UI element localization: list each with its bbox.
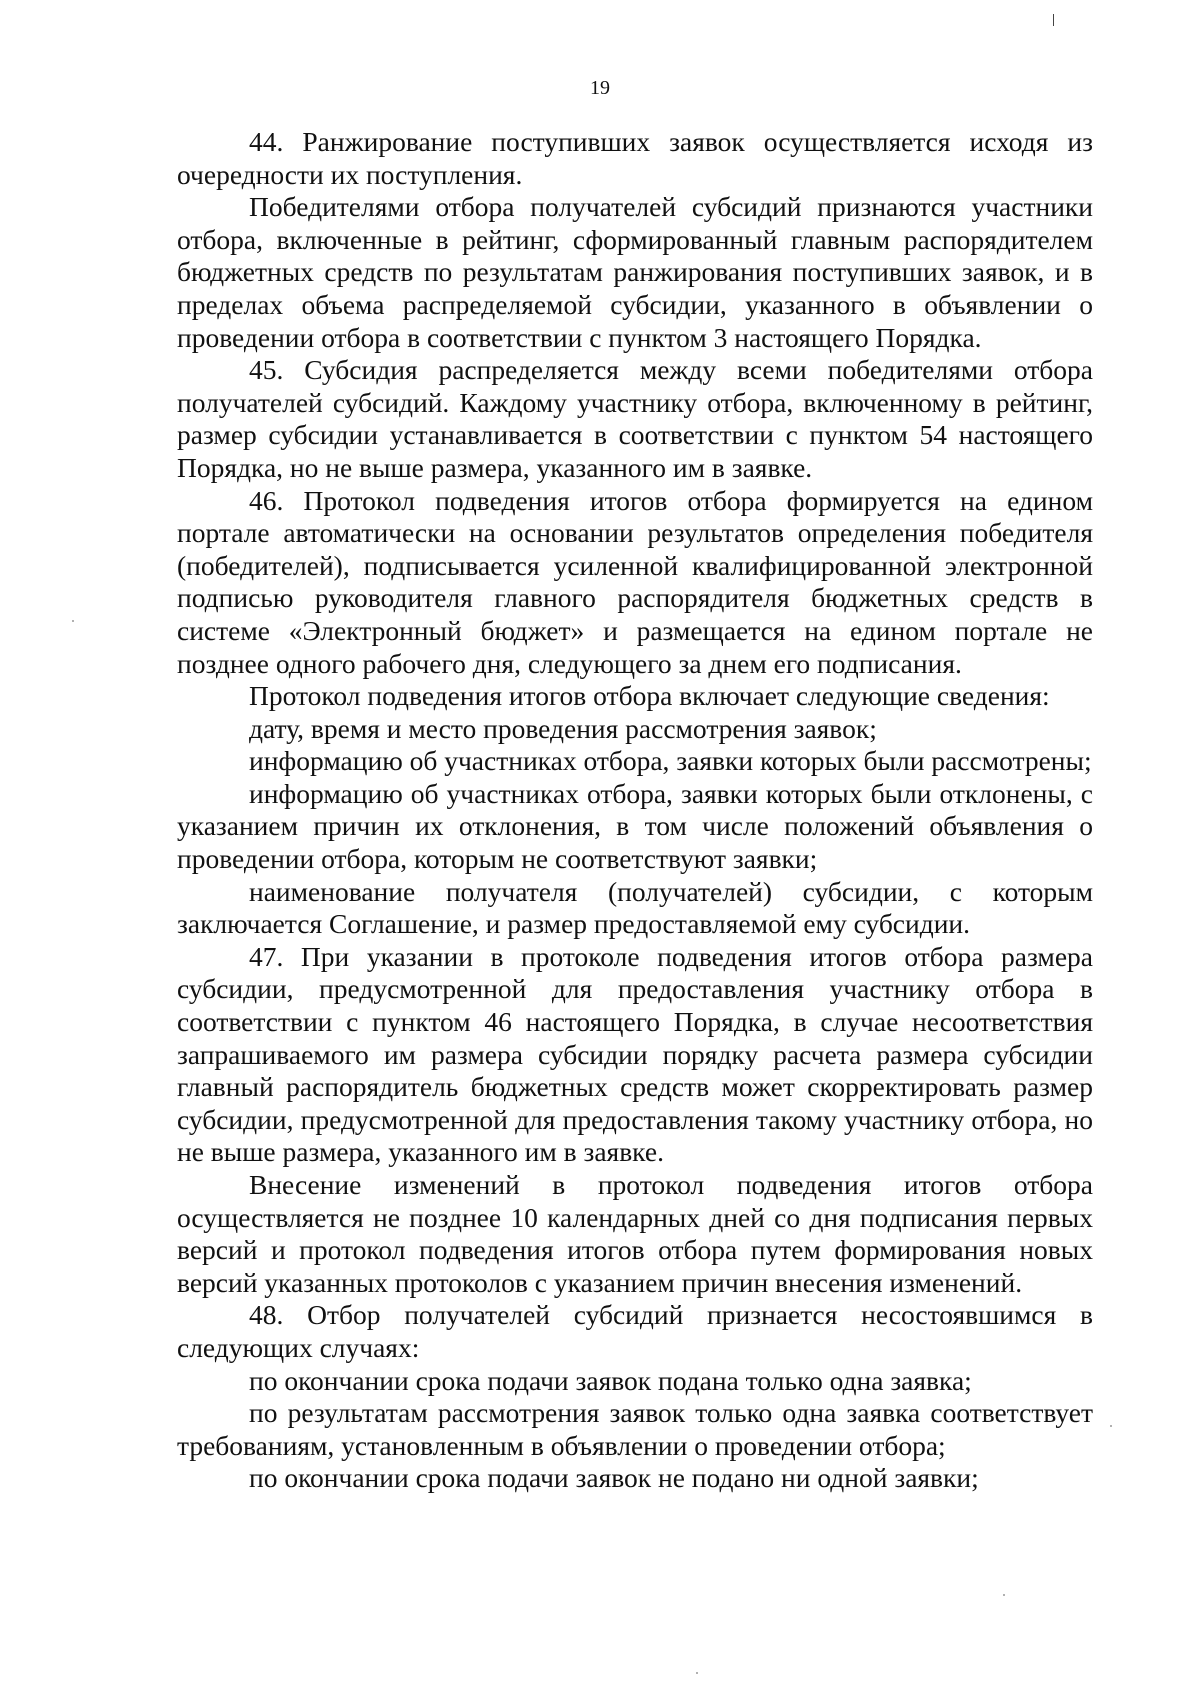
scan-speck (1003, 1594, 1005, 1596)
scan-speck (1110, 1425, 1112, 1427)
list-item-reviewed: информацию об участниках отбора, заявки которых были рассмотрены; (249, 745, 1092, 777)
paragraph-protocol-contents: Протокол подведения итогов отбора включает следующие сведения: (249, 680, 1050, 712)
paragraph-47: 47. При указании в протоколе подведения итогов отбора размера субсидии, предусмотренной для предоставления участнику отбора в соответствии с пунктом 46 настоящего Порядка, в случае несоответствия запрашиваемого им размера субсидии порядку расчета размера субсидии главный распорядитель бюджетных средств может скорректировать размер субсидии, предусмотренной для предоставления такому участнику отбора, но не выше размера, указанного им в заявке. (177, 940, 1093, 1168)
list-item-one-compliant: по результатам рассмотрения заявок только одна заявка соответствует требованиям, установленным в объявлении о проведении отбора; (177, 1397, 1093, 1461)
paragraph-45: 45. Субсидия распределяется между всеми победителями отбора получателей субсидий. Каждому участнику отбора, включенному в рейтинг, размер субсидии устанавливается в соответствии с пунктом 54 настоящего Порядка, но не выше размера, указанного им в заявке. (177, 354, 1093, 483)
scan-speck (72, 620, 74, 622)
paragraph-amendments: Внесение изменений в протокол подведения итогов отбора осуществляется не позднее 10 календарных дней со дня подписания первых версий и протокол подведения итогов отбора путем формирования новых версий указанных протоколов с указанием причин внесения изменений. (177, 1169, 1093, 1298)
page-number: 19 (590, 77, 610, 99)
list-item-date: дату, время и место проведения рассмотрения заявок; (249, 712, 877, 744)
paragraph-winners: Победителями отбора получателей субсидий признаются участники отбора, включенные в рейтинг, сформированный главным распорядителем бюджетных средств по результатам ранжирования поступивших заявок, и в пределах объема распределяемой субсидии, указанного в объявлении о проведении отбора в соответствии с пунктом 3 настоящего Порядка. (177, 191, 1093, 353)
paragraph-46: 46. Протокол подведения итогов отбора формируется на едином портале автоматически на основании результатов определения победителя (победителей), подписывается усиленной квалифицированной электронной подписью руководителя главного распорядителя бюджетных средств в системе «Электронный бюджет» и размещается на едином портале не позднее одного рабочего дня, следующего за днем его подписания. (177, 484, 1093, 679)
paragraph-48: 48. Отбор получателей субсидий признается несостоявшимся в следующих случаях: (177, 1299, 1093, 1363)
scan-speck (696, 1672, 698, 1674)
list-item-recipient: наименование получателя (получателей) субсидии, с которым заключается Соглашение, и размер предоставляемой ему субсидии. (177, 875, 1093, 940)
document-body (177, 126, 1093, 1495)
list-item-rejected: информацию об участниках отбора, заявки которых были отклонены, с указанием причин их отклонения, в том числе положений объявления о проведении отбора, которым не соответствуют заявки; (177, 777, 1093, 875)
paragraph-44: 44. Ранжирование поступивших заявок осуществляется исходя из очередности их поступления. (177, 126, 1093, 190)
list-item-no-applications: по окончании срока подачи заявок не подано ни одной заявки; (249, 1462, 979, 1494)
scan-mark (1053, 14, 1054, 26)
list-item-one-application: по окончании срока подачи заявок подана только одна заявка; (249, 1364, 972, 1396)
